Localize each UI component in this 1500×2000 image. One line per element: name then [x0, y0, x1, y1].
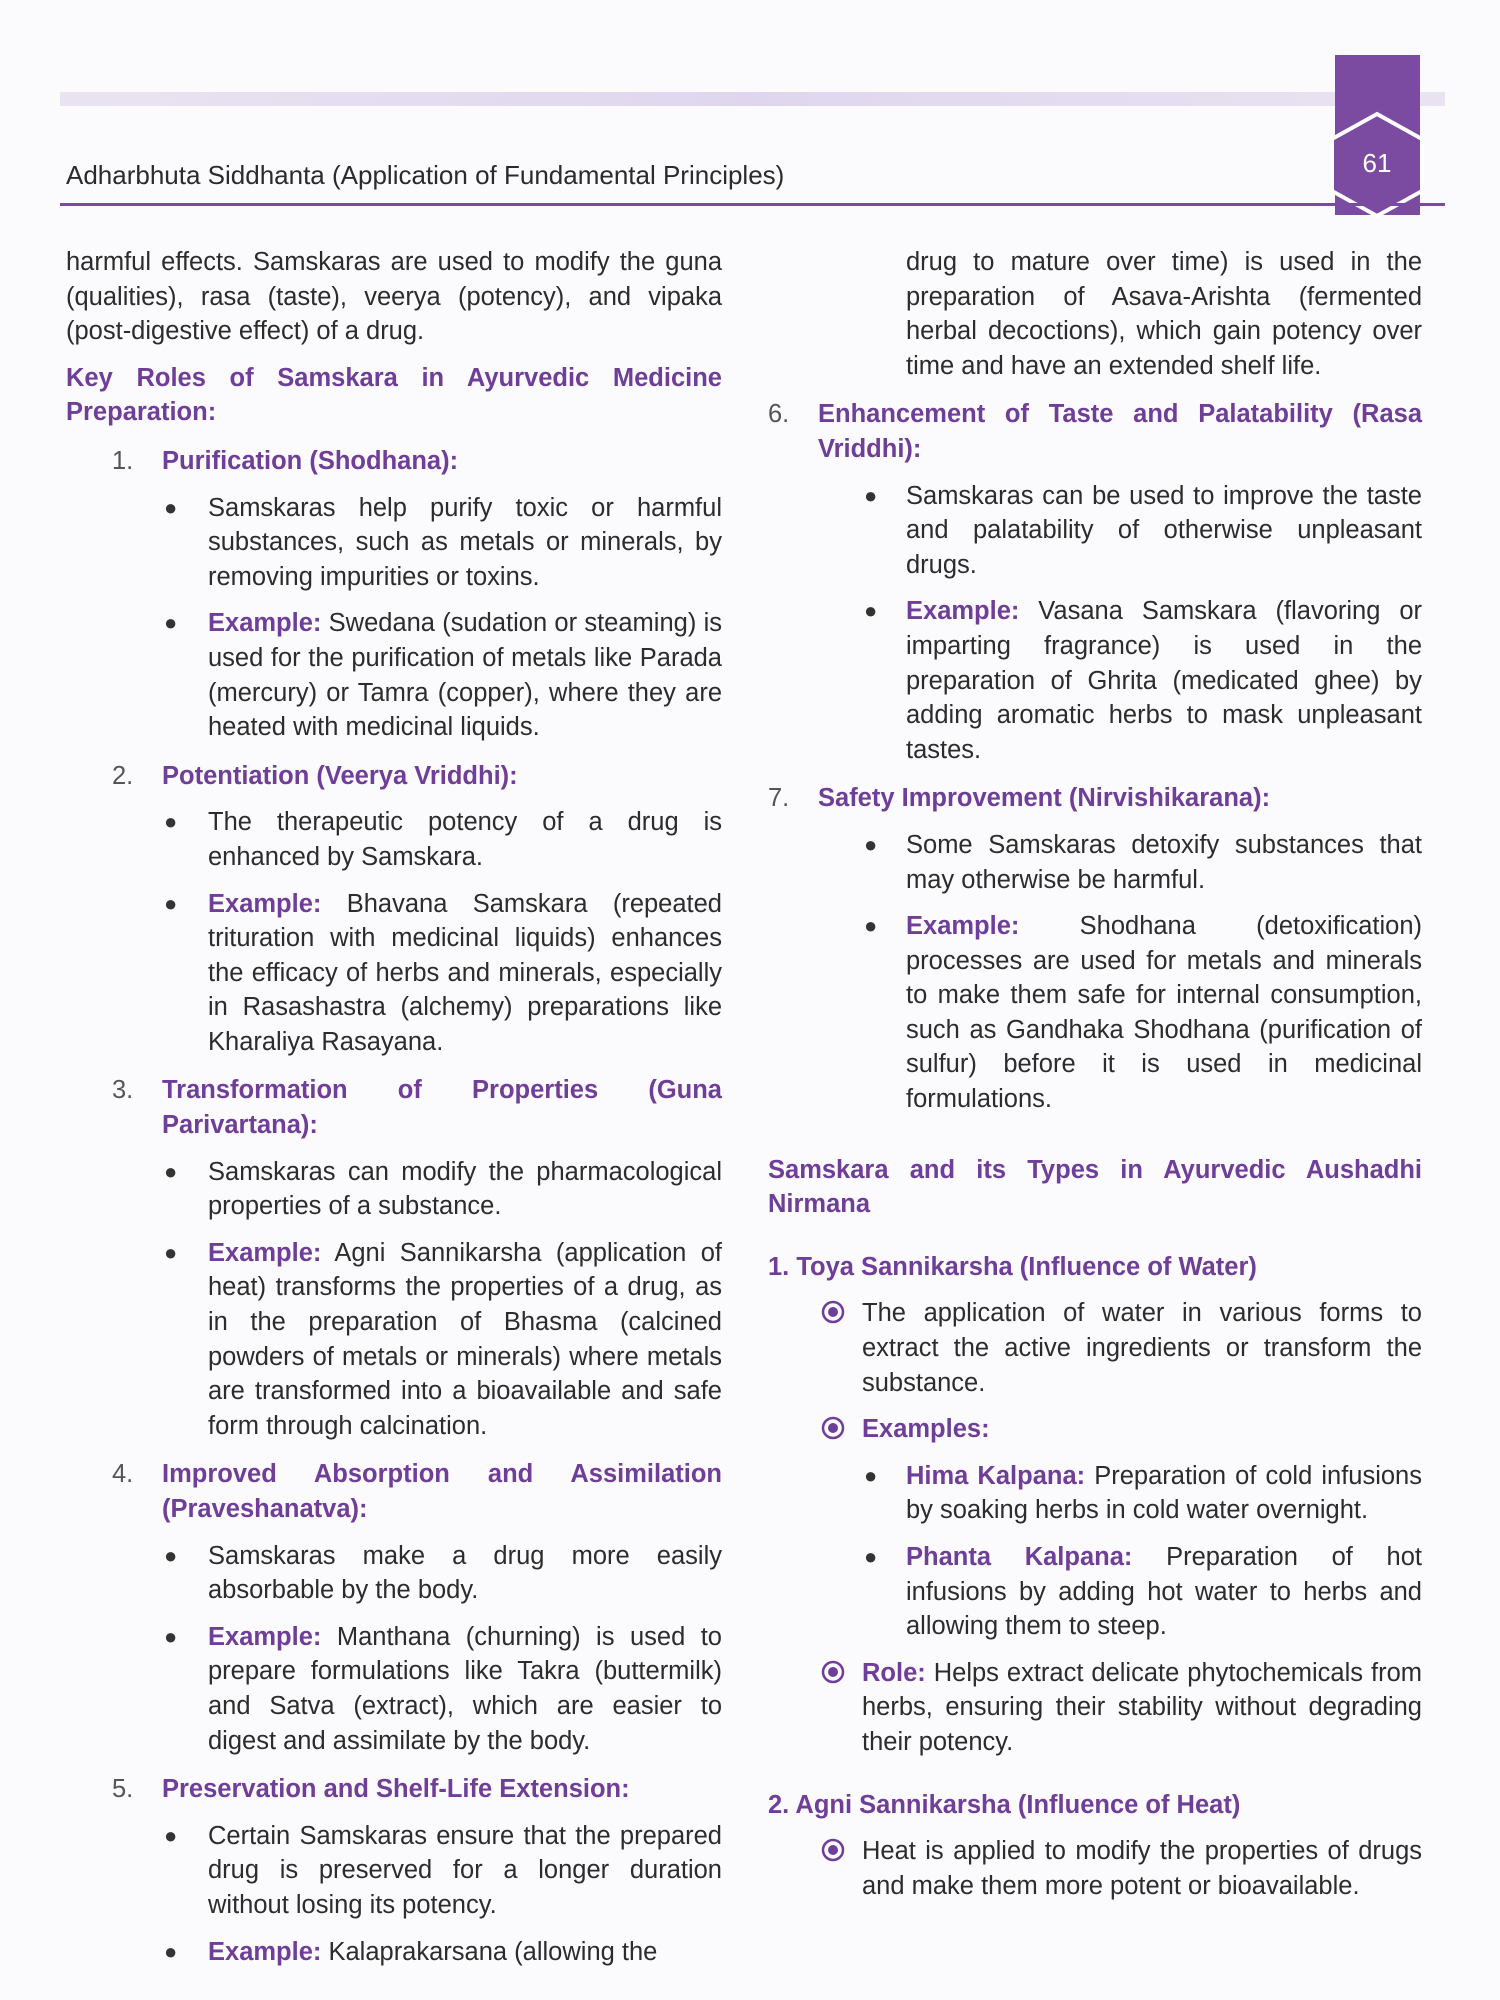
agni-heading: 2. Agni Sannikarsha (Influence of Heat) — [768, 1790, 1241, 1819]
numbered-item — [66, 1457, 722, 1758]
bullet-point — [66, 606, 722, 744]
left-column — [66, 245, 722, 1969]
numbered-item — [66, 1772, 722, 1969]
example-label: Example: — [906, 597, 1020, 626]
examples-label: Examples: — [862, 1415, 990, 1444]
example-label: Example: — [208, 889, 322, 918]
bullet-text: Bhavana Samskara (repeated trituration with medicinal liquids) enhances the efficacy of herbs and minerals, especially in Rasashastra (alchemy) preparations like Kharaliya Rasayana. — [208, 889, 722, 1056]
target-bullet-icon — [820, 1659, 846, 1685]
item-heading — [768, 781, 1422, 816]
bullet-point — [768, 594, 1422, 767]
bullet-point — [768, 909, 1422, 1117]
bullet-icon: ● — [164, 1158, 178, 1184]
example-label: Example: — [208, 609, 322, 638]
bullet-point — [66, 1155, 722, 1224]
item-title: Preservation and Shelf-Life Extension: — [162, 1775, 630, 1804]
numbered-item — [66, 759, 722, 1060]
bullet-icon: ● — [164, 1239, 178, 1265]
circle-point — [768, 1656, 1422, 1760]
target-bullet-icon — [820, 1415, 846, 1441]
item-heading — [768, 397, 1422, 466]
item-number: 2. — [112, 761, 134, 790]
bullet-text: Vasana Samskara (flavoring or imparting fragrance) is used in the preparation of Ghrita (medicated ghee) by adding aromatic herbs to mask unpleasant tastes. — [906, 597, 1422, 764]
bullet-text: Agni Sannikarsha (application of heat) transforms the properties of a drug, as in the preparation of Bhasma (calcined powders of metals or minerals) where metals are transformed into a bioavailable and safe form through calcination. — [208, 1238, 722, 1440]
item-title: Improved Absorption and Assimilation (Praveshanatva): — [162, 1460, 722, 1523]
circle-point — [768, 1834, 1422, 1903]
intro-paragraph: harmful effects. Samskaras are used to modify the guna (qualities), rasa (taste), veerya (potency), and vipaka (post-digestive effect) of a drug. — [66, 248, 722, 346]
item-number: 6. — [768, 400, 790, 429]
bullet-icon: ● — [164, 1542, 178, 1568]
bullet-icon: ● — [164, 890, 178, 916]
numbered-item — [768, 397, 1422, 767]
bullet-point — [66, 1819, 722, 1923]
bullet-text: The therapeutic potency of a drug is enhanced by Samskara. — [208, 808, 722, 871]
bullet-text: Samskaras can modify the pharmacological properties of a substance. — [208, 1157, 722, 1221]
types-section-title: Samskara and its Types in Ayurvedic Aushadhi Nirmana — [768, 1155, 1422, 1219]
role-label: Role: — [862, 1658, 926, 1687]
page-number: 61 — [1362, 148, 1392, 178]
target-bullet-icon — [820, 1837, 846, 1863]
bullet-point — [66, 1236, 722, 1444]
item-heading — [66, 444, 722, 479]
bullet-point — [768, 828, 1422, 897]
numbered-item — [66, 444, 722, 745]
item-heading — [66, 1457, 722, 1526]
circle-point — [768, 1296, 1422, 1400]
item-number: 3. — [112, 1076, 134, 1105]
toya-heading: 1. Toya Sannikarsha (Influence of Water) — [768, 1252, 1257, 1281]
bullet-text: Kalaprakarsana (allowing the — [321, 1937, 658, 1966]
bullet-point — [66, 1539, 722, 1608]
example-label: Hima Kalpana: — [906, 1461, 1086, 1490]
bullet-point — [66, 887, 722, 1060]
numbered-item — [768, 781, 1422, 1116]
point-text: Heat is applied to modify the properties of drugs and make them more potent or bioavailable. — [862, 1837, 1422, 1900]
bullet-icon: ● — [164, 494, 178, 520]
item-number: 1. — [112, 446, 134, 475]
bullet-point — [66, 805, 722, 874]
point-text: The application of water in various forms to extract the active ingredients or transform the substance. — [862, 1299, 1422, 1397]
bullet-point — [66, 491, 722, 595]
example-label: Example: — [208, 1622, 322, 1651]
item-title: Enhancement of Taste and Palatability (Rasa Vriddhi): — [818, 400, 1422, 463]
bullet-icon: ● — [864, 913, 878, 939]
bullet-point — [768, 479, 1422, 583]
bullet-point — [66, 1935, 722, 1970]
example-label: Example: — [208, 1937, 322, 1966]
item-number: 7. — [768, 784, 790, 813]
bullet-icon: ● — [864, 1462, 878, 1488]
example-label: Example: — [208, 1238, 322, 1267]
item-number: 5. — [112, 1775, 134, 1804]
numbered-item — [66, 1073, 722, 1443]
bullet-icon: ● — [164, 1938, 178, 1964]
bullet-icon: ● — [864, 1544, 878, 1569]
item-title: Safety Improvement (Nirvishikarana): — [818, 784, 1271, 813]
bullet-text: Swedana (sudation or steaming) is used for the purification of metals like Parada (mercury) or Tamra (copper), where they are heated with medicinal liquids. — [208, 609, 722, 742]
header-rule — [60, 203, 1445, 206]
item-title: Transformation of Properties (Guna Parivartana): — [162, 1076, 722, 1140]
bullet-text: Samskaras make a drug more easily absorbable by the body. — [208, 1541, 722, 1605]
bullet-text: Shodhana (detoxification) processes are used for metals and minerals to make them safe for internal consumption, such as Gandhaka Shodhana (purification of sulfur) before it is used in medicinal formulations. — [906, 912, 1422, 1114]
bullet-text: Some Samskaras detoxify substances that may otherwise be harmful. — [906, 830, 1422, 894]
bullet-icon: ● — [864, 482, 878, 508]
bullet-text: Certain Samskaras ensure that the prepared drug is preserved for a longer duration without losing its potency. — [208, 1821, 722, 1919]
item-heading — [66, 759, 722, 794]
circle-point — [768, 1412, 1422, 1447]
section-title: Key Roles of Samskara in Ayurvedic Medicine Preparation: — [66, 363, 722, 427]
bullet-icon: ● — [164, 1822, 178, 1848]
item-heading — [66, 1772, 722, 1807]
example-label: Example: — [906, 912, 1020, 941]
bullet-icon: ● — [864, 831, 878, 857]
bullet-point — [768, 1540, 1422, 1644]
example-label: Phanta Kalpana: — [906, 1543, 1133, 1571]
header-band — [60, 92, 1445, 106]
continuation-paragraph: drug to mature over time) is used in the preparation of Asava-Arishta (fermented herbal decoctions), which gain potency over time and have an extended shelf life. — [906, 248, 1422, 380]
bullet-text: Preparation of hot infusions by adding hot water to herbs and allowing them to steep. — [906, 1543, 1422, 1641]
bullet-icon: ● — [164, 809, 178, 835]
item-title: Purification (Shodhana): — [162, 446, 459, 475]
bullet-icon: ● — [164, 610, 178, 636]
bullet-text: Samskaras help purify toxic or harmful substances, such as metals or minerals, by removing impurities or toxins. — [208, 493, 722, 591]
bullet-point — [66, 1620, 722, 1758]
right-column — [768, 245, 1422, 1903]
running-head: Adharbhuta Siddhanta (Application of Fundamental Principles) — [66, 160, 785, 190]
bullet-icon: ● — [864, 598, 878, 624]
item-heading — [66, 1073, 722, 1142]
bullet-text: Manthana (churning) is used to prepare formulations like Takra (buttermilk) and Satva (extract), which are easier to digest and assimilate by the body. — [208, 1622, 722, 1755]
bullet-text: Samskaras can be used to improve the taste and palatability of otherwise unpleasant drugs. — [906, 481, 1422, 579]
item-title: Potentiation (Veerya Vriddhi): — [162, 761, 518, 790]
bullet-text: Preparation of cold infusions by soaking herbs in cold water overnight. — [906, 1461, 1422, 1525]
point-text: Helps extract delicate phytochemicals from herbs, ensuring their stability without degrading their potency. — [862, 1658, 1422, 1756]
bullet-icon: ● — [164, 1623, 178, 1649]
bullet-point — [768, 1459, 1422, 1528]
item-number: 4. — [112, 1460, 134, 1489]
target-bullet-icon — [820, 1299, 846, 1325]
